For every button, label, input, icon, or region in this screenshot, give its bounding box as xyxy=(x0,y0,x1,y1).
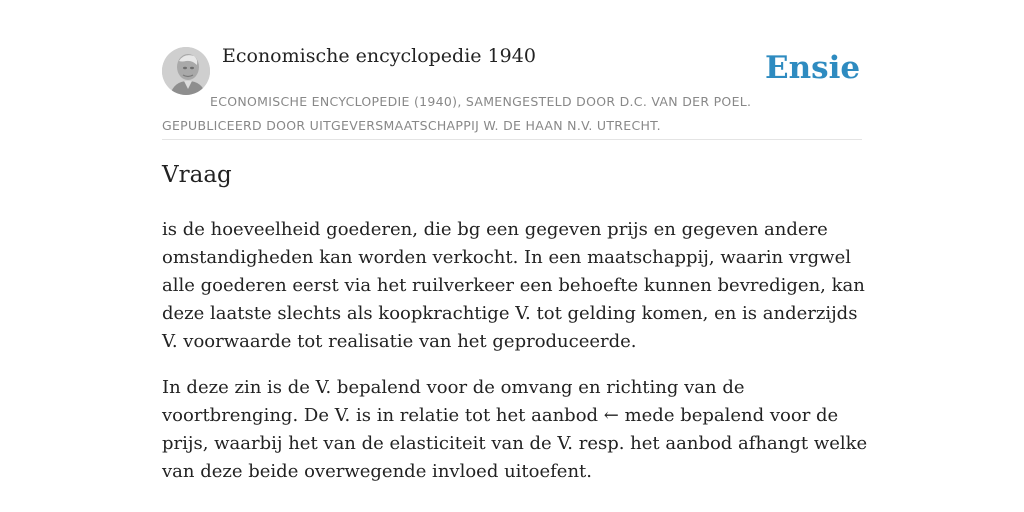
portrait-icon xyxy=(162,47,210,95)
entry-paragraph-2: In deze zin is de V. bepalend voor de omvang en richting van de voortbrenging. De V. is in relatie tot het aanbod ← mede bepalend voor de prijs, waarbij het van de elasticiteit van de V. resp. het aanbod afhangt welke van deze beide overwegende invloed uitoefent. xyxy=(162,377,868,482)
header-divider xyxy=(162,139,862,140)
source-citation-line-2: GEPUBLICEERD DOOR UITGEVERSMAATSCHAPPIJ W. DE HAAN N.V. UTRECHT. xyxy=(162,118,661,133)
entry-body xyxy=(162,216,872,504)
book-title[interactable]: Economische encyclopedie 1940 xyxy=(222,45,536,67)
source-citation-line-1: ECONOMISCHE ENCYCLOPEDIE (1940), SAMENGESTELD DOOR D.C. VAN DER POEL. xyxy=(210,94,752,109)
entry-paragraph-1: is de hoeveelheid goederen, die bg een gegeven prijs en gegeven andere omstandigheden kan worden verkocht. In een maatschappij, waarin vrgwel alle goederen eerst via het ruilverkeer een behoefte kunnen bevredigen, kan deze laatste slechts als koopkrachtige V. tot gelding komen, en is anderzijds V. voorwaarde tot realisatie van het geproduceerde. xyxy=(162,219,865,352)
author-portrait-icon[interactable] xyxy=(162,47,210,95)
brand-logo[interactable]: Ensie xyxy=(765,50,861,86)
entry-title: Vraag xyxy=(162,162,232,188)
